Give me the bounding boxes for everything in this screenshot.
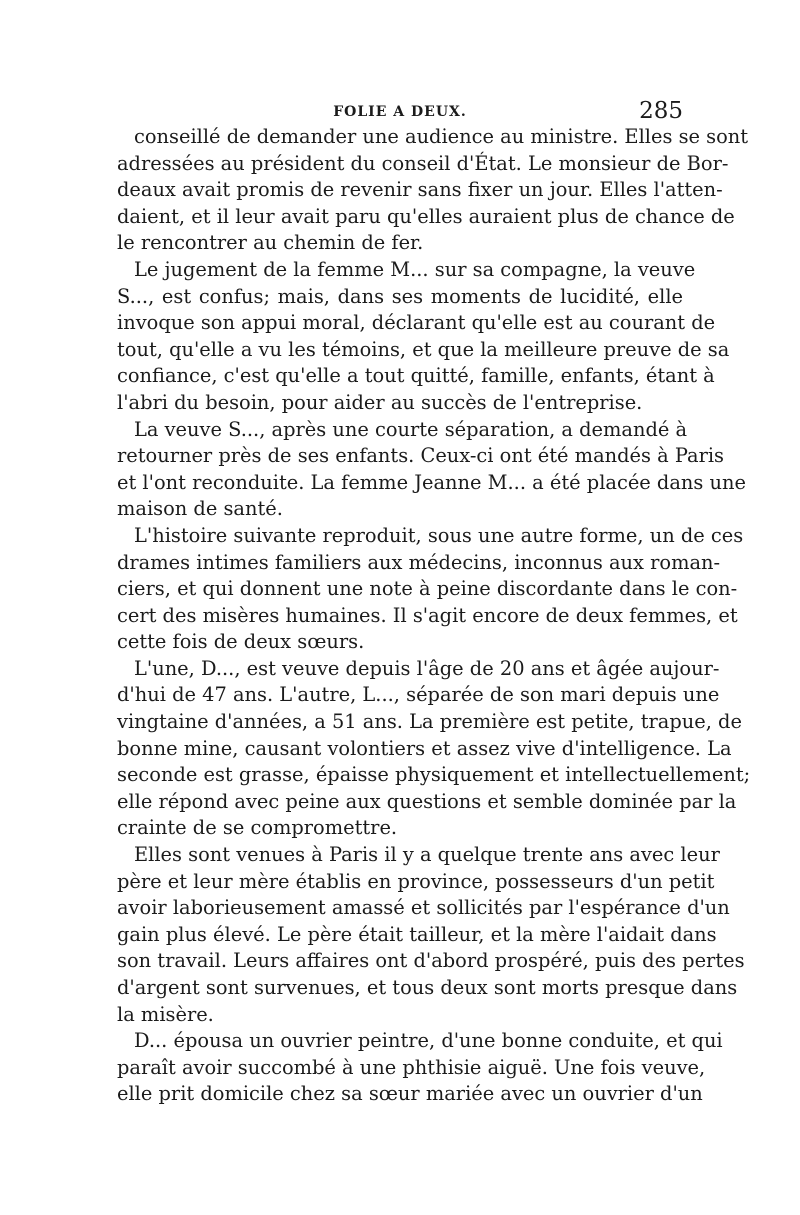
paragraph [117,1028,723,1108]
text-line: invoque son appui moral, déclarant qu'elle est au courant de [117,311,716,335]
text-line: paraît avoir succombé à une phthisie aiguë. Une fois veuve, [117,1055,706,1079]
text-line: adressées au président du conseil d'État. Le monsieur de Bor- [117,151,729,175]
text-line: bonne mine, causant volontiers et assez vive d'intelligence. La [117,736,732,760]
text-line: son travail. Leurs affaires ont d'abord prospéré, puis des pertes [117,949,745,973]
text-line: cert des misères humaines. Il s'agit encore de deux femmes, et [117,603,738,627]
text-line: deaux avait promis de revenir sans fixer un jour. Elles l'atten- [117,178,723,202]
text-line: S..., est confus; mais, dans ses moments de lucidité, elle [117,284,683,308]
text-line: elle prit domicile chez sa sœur mariée avec un ouvrier d'un [117,1082,703,1106]
text-line: le rencontrer au chemin de fer. [117,231,424,255]
text-line: D... épousa un ouvrier peintre, d'une bonne conduite, et qui [134,1029,723,1053]
text-line: Le jugement de la femme M... sur sa compagne, la veuve [134,257,696,281]
text-line: ciers, et qui donnent une note à peine discordante dans le con- [117,577,738,601]
text-line: retourner près de ses enfants. Ceux-ci ont été mandés à Paris [117,444,725,468]
text-line: père et leur mère établis en province, possesseurs d'un petit [117,869,715,893]
text-line: La veuve S..., après une courte séparation, a demandé à [134,417,688,441]
text-line: confiance, c'est qu'elle a tout quitté, famille, enfants, étant à [117,364,715,388]
text-line: drames intimes familiers aux médecins, inconnus aux roman- [117,550,721,574]
text-line: Elles sont venues à Paris il y a quelque trente ans avec leur [134,843,720,867]
text-line: et l'ont reconduite. La femme Jeanne M... a été placée dans une [117,470,746,494]
text-line: seconde est grasse, épaisse physiquement et intellectuellement; [117,763,751,787]
text-line: crainte de se compromettre. [117,816,398,840]
text-line: maison de santé. [117,497,283,521]
paragraph [117,257,730,417]
text-line: l'abri du besoin, pour aider au succès de l'entreprise. [117,390,643,414]
paragraph [117,523,744,656]
text-line: L'une, D..., est veuve depuis l'âge de 20 ans et âgée aujour- [134,656,720,680]
text-line: elle répond avec peine aux questions et semble dominée par la [117,789,737,813]
text-line: avoir laborieusement amassé et sollicités par l'espérance d'un [117,896,730,920]
text-line: gain plus élevé. Le père était tailleur, et la mère l'aidait dans [117,922,717,946]
text-line: conseillé de demander une audience au ministre. Elles se sont [134,125,749,148]
paragraph [117,124,749,257]
paragraph [117,842,745,1028]
text-line: vingtaine d'années, a 51 ans. La première est petite, trapue, de [117,710,742,734]
text-line: tout, qu'elle a vu les témoins, et que la meilleure preuve de sa [117,337,730,361]
text-line: L'histoire suivante reproduit, sous une autre forme, un de ces [134,523,744,547]
text-line: d'argent sont survenues, et tous deux sont morts presque dans [117,976,738,999]
text-line: daient, et il leur avait paru qu'elles auraient plus de chance de [117,204,735,228]
text-line: cette fois de deux sœurs. [117,630,365,654]
paragraph [117,656,751,842]
running-title: FOLIE A DEUX. [333,104,467,120]
text-line: la misère. [117,1002,214,1026]
page-number: 285 [639,98,683,124]
paragraph [117,417,746,523]
body-text [117,124,751,1108]
text-line: d'hui de 47 ans. L'autre, L..., séparée de son mari depuis une [117,683,720,707]
